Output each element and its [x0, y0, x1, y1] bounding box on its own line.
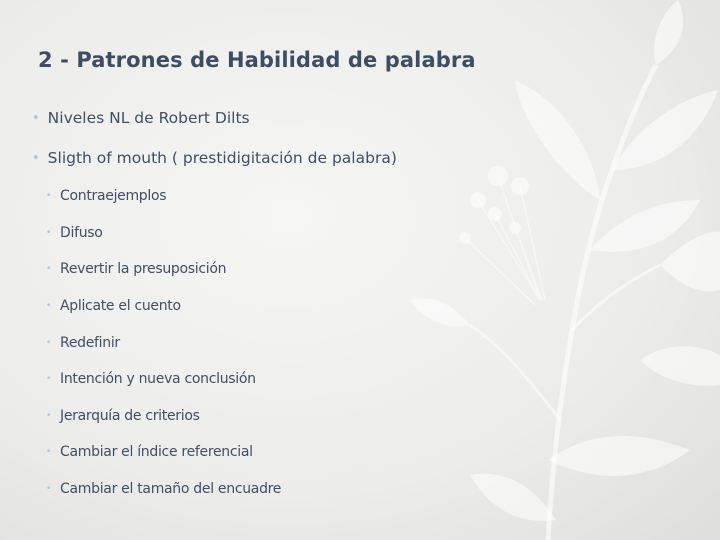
bullet-icon: •	[32, 151, 40, 166]
sub-bullet-icon: •	[46, 374, 52, 384]
sub-bullet-text: Contraejemplos	[60, 188, 167, 204]
bullet-item	[32, 109, 250, 127]
sub-bullet-icon: •	[46, 338, 52, 348]
sub-bullet-icon: •	[46, 447, 52, 457]
slide-title: 2 - Patrones de Habilidad de palabra	[38, 48, 476, 72]
sub-bullet-text: Jerarquía de criterios	[60, 408, 200, 424]
sub-bullet-item	[46, 225, 103, 241]
bullet-text: Niveles NL de Robert Dilts	[47, 109, 250, 127]
sub-bullet-icon: •	[46, 264, 52, 274]
sub-bullet-text: Cambiar el índice referencial	[60, 444, 253, 460]
sub-bullet-item	[46, 371, 256, 387]
sub-bullet-item	[46, 298, 181, 314]
sub-bullet-item	[46, 481, 281, 497]
bullet-text: Sligth of mouth ( prestidigitación de palabra)	[47, 149, 397, 167]
sub-bullet-text: Cambiar el tamaño del encuadre	[60, 481, 282, 497]
sub-bullet-item	[46, 261, 226, 277]
sub-bullet-icon: •	[46, 301, 52, 311]
sub-bullet-item	[46, 188, 166, 204]
sub-bullet-text: Revertir la presuposición	[60, 261, 227, 277]
sub-bullet-text: Redefinir	[60, 335, 120, 351]
sub-bullet-item	[46, 444, 253, 460]
sub-bullet-icon: •	[46, 191, 52, 201]
bullet-icon: •	[32, 111, 40, 126]
sub-bullet-icon: •	[46, 484, 52, 494]
bullet-item	[32, 149, 397, 167]
sub-bullet-item	[46, 408, 200, 424]
sub-bullet-icon: •	[46, 411, 52, 421]
sub-bullet-text: Intención y nueva conclusión	[60, 371, 256, 387]
sub-bullet-item	[46, 335, 120, 351]
sub-bullet-text: Difuso	[60, 225, 103, 241]
sub-bullet-text: Aplicate el cuento	[60, 298, 181, 314]
sub-bullet-icon: •	[46, 228, 52, 238]
